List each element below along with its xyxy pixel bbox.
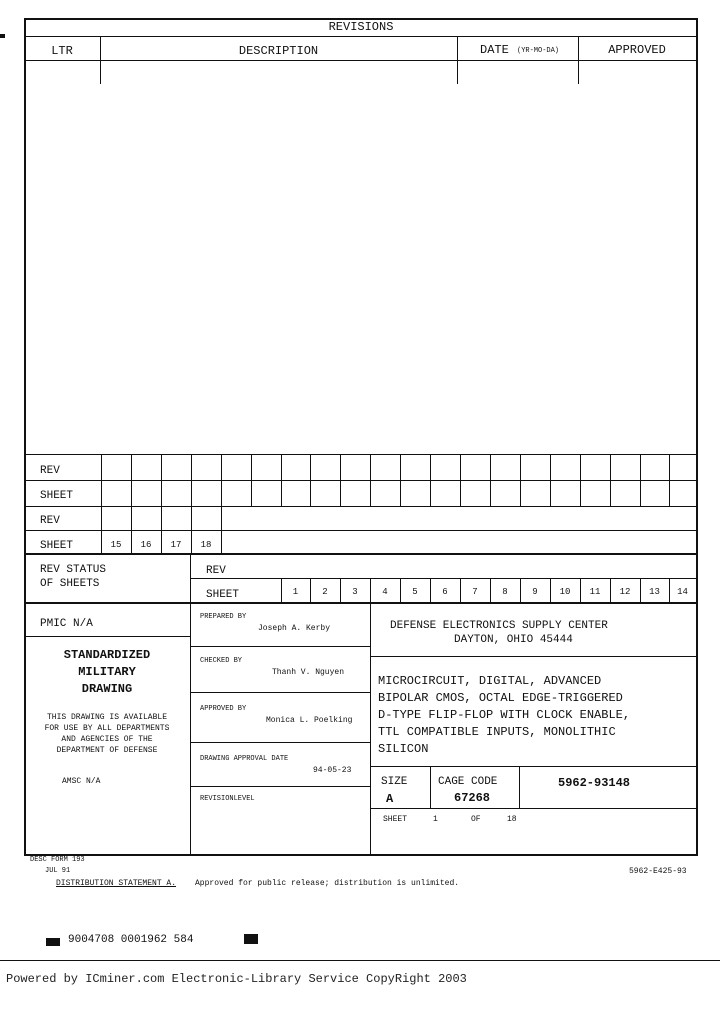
footer-text: Powered by ICminer.com Electronic-Library Service CopyRight 2003	[6, 972, 467, 986]
form-number: DESC FORM 193	[30, 856, 85, 864]
availability-line3: AND AGENCIES OF THE	[61, 735, 153, 744]
grid-col-line	[310, 454, 311, 506]
pmic-divider	[24, 636, 190, 637]
availability-line1: THIS DRAWING IS AVAILABLE	[46, 713, 168, 722]
grid-line-e	[24, 553, 698, 555]
grid-col-line	[370, 454, 371, 506]
grid-col-line	[640, 454, 641, 506]
revisions-header-line	[24, 60, 698, 61]
revisions-title: REVISIONS	[328, 20, 394, 34]
smd-title-line1: STANDARDIZED	[63, 648, 151, 662]
checked-divider	[190, 692, 370, 693]
drawing-title-line3: D-TYPE FLIP-FLOP WITH CLOCK ENABLE,	[378, 708, 631, 722]
size-value: A	[386, 792, 394, 806]
size-cage-divider	[430, 766, 431, 808]
barcode-text: 9004708 0001962 584	[68, 934, 194, 946]
grid-col-line	[251, 454, 252, 506]
revision-level-label: REVISIONLEVEL	[200, 795, 255, 803]
sheet-total: 18	[507, 815, 517, 824]
agency-divider	[370, 656, 698, 657]
lower-sheet-number: 9	[532, 587, 538, 597]
approval-date-value: 94-05-23	[313, 766, 352, 775]
rev-status-label-line2: OF SHEETS	[40, 578, 100, 590]
approved-by-label: APPROVED BY	[200, 705, 247, 713]
cage-code-value: 67268	[454, 791, 491, 805]
lower-sheet-number: 8	[502, 587, 508, 597]
lower-grid-mid-line	[190, 578, 698, 579]
approval-date-label: DRAWING APPROVAL DATE	[200, 755, 289, 763]
smd-title-line3: DRAWING	[81, 682, 133, 696]
approval-date-divider	[190, 786, 370, 787]
lower-grid-bottom-line	[24, 602, 698, 604]
lower-sheet-number: 7	[472, 587, 478, 597]
agency-location: DAYTON, OHIO 45444	[454, 634, 573, 646]
upper-sheet-number: 16	[140, 540, 152, 550]
footer	[0, 960, 720, 1012]
cage-code-label: CAGE CODE	[438, 776, 498, 788]
grid-col-line	[281, 454, 282, 506]
form-date: JUL 91	[45, 867, 71, 875]
grid-col-line	[400, 454, 401, 506]
sheet-of-label: OF	[471, 815, 481, 824]
lower-sheet-number: 3	[352, 587, 358, 597]
lower-sheet-number: 14	[677, 587, 688, 597]
upper-sheet-number: 17	[170, 540, 182, 550]
grid-col-line	[101, 454, 102, 554]
grid-col-line	[490, 454, 491, 506]
distribution-text: Approved for public release; distribution is unlimited.	[195, 879, 460, 888]
checked-by-label: CHECKED BY	[200, 657, 243, 665]
rev-status-label-line1: REV STATUS	[40, 564, 107, 576]
revisions-title-line	[24, 36, 698, 37]
smd-title-line2: MILITARY	[78, 665, 136, 679]
lower-sheet-number: 10	[559, 587, 571, 597]
prepared-divider	[190, 646, 370, 647]
lower-sheet-number: 13	[649, 587, 660, 597]
distribution-label: DISTRIBUTION STATEMENT A.	[56, 879, 177, 888]
col-ltr-header: LTR	[51, 44, 73, 58]
footer-divider	[0, 960, 720, 961]
sheet-label-1: SHEET	[40, 490, 74, 502]
col-approved-header: APPROVED	[608, 43, 666, 57]
corner-tick-mark	[0, 34, 5, 38]
barcode-block-left	[46, 938, 60, 946]
sheet-label: SHEET	[383, 815, 408, 824]
approved-by-name: Monica L. Poelking	[266, 716, 353, 725]
grid-col-line	[131, 454, 132, 554]
upper-sheet-number: 15	[110, 540, 122, 550]
grid-col-line	[669, 454, 670, 506]
grid-line-b	[24, 480, 698, 481]
title-block-left-divider	[190, 554, 191, 854]
lower-rev-label: REV	[206, 565, 226, 577]
lower-sheet-label: SHEET	[206, 589, 240, 601]
sheet-label-2: SHEET	[40, 540, 74, 552]
grid-line-d	[24, 530, 698, 531]
rev-label-1: REV	[40, 465, 60, 477]
prepared-by-label: PREPARED BY	[200, 613, 247, 621]
approved-divider	[190, 742, 370, 743]
grid-col-line	[580, 454, 581, 506]
sheet-number: 1	[433, 815, 438, 824]
col-date-header: DATE	[480, 43, 509, 57]
upper-sheet-number: 18	[200, 540, 212, 550]
lower-sheet-number: 1	[292, 587, 299, 597]
size-row-divider	[370, 808, 698, 809]
grid-col-line	[161, 454, 162, 554]
title-block-mid-divider	[370, 602, 371, 854]
lower-sheet-number: 12	[619, 587, 631, 597]
grid-col-line	[460, 454, 461, 506]
title-divider	[370, 766, 698, 767]
lower-sheet-number: 11	[589, 587, 601, 597]
prepared-by-name: Joseph A. Kerby	[258, 624, 331, 633]
drawing-title-line1: MICROCIRCUIT, DIGITAL, ADVANCED	[378, 674, 602, 688]
availability-line2: FOR USE BY ALL DEPARTMENTS	[44, 724, 170, 733]
col-description-header: DESCRIPTION	[238, 44, 319, 58]
agency-name: DEFENSE ELECTRONICS SUPPLY CENTER	[390, 620, 608, 632]
pmic-label: PMIC N/A	[40, 618, 93, 630]
availability-line4: DEPARTMENT OF DEFENSE	[56, 746, 158, 755]
lower-sheet-number: 2	[322, 587, 328, 597]
grid-col-line	[191, 454, 192, 554]
col-date-format: (YR-MO-DA)	[517, 47, 560, 55]
drawing-title-line2: BIPOLAR CMOS, OCTAL EDGE-TRIGGERED	[378, 691, 623, 705]
cage-number-divider	[519, 766, 520, 808]
lower-sheet-number: 6	[442, 587, 448, 597]
grid-col-line	[340, 454, 341, 506]
barcode-block-right	[244, 934, 258, 944]
grid-line-c	[24, 506, 698, 507]
grid-col-line	[520, 454, 521, 506]
size-label: SIZE	[381, 776, 408, 788]
drawing-title-line4: TTL COMPATIBLE INPUTS, MONOLITHIC	[378, 725, 616, 739]
grid-col-line	[221, 454, 222, 554]
grid-col-line	[430, 454, 431, 506]
grid-col-line	[610, 454, 611, 506]
lower-sheet-number: 5	[412, 587, 418, 597]
lower-sheet-number: 4	[382, 587, 388, 597]
grid-line-a	[24, 454, 698, 455]
form-code: 5962-E425-93	[629, 867, 687, 876]
frame-bottom-line	[24, 854, 698, 856]
revisions-col-divider-date	[457, 36, 458, 84]
rev-label-2: REV	[40, 515, 60, 527]
frame-right-line	[696, 18, 698, 856]
drawing-title-line5: SILICON	[378, 742, 429, 756]
amsc-label: AMSC N/A	[62, 777, 101, 786]
drawing-number: 5962-93148	[558, 776, 631, 790]
checked-by-name: Thanh V. Nguyen	[272, 668, 345, 677]
grid-col-line	[550, 454, 551, 506]
